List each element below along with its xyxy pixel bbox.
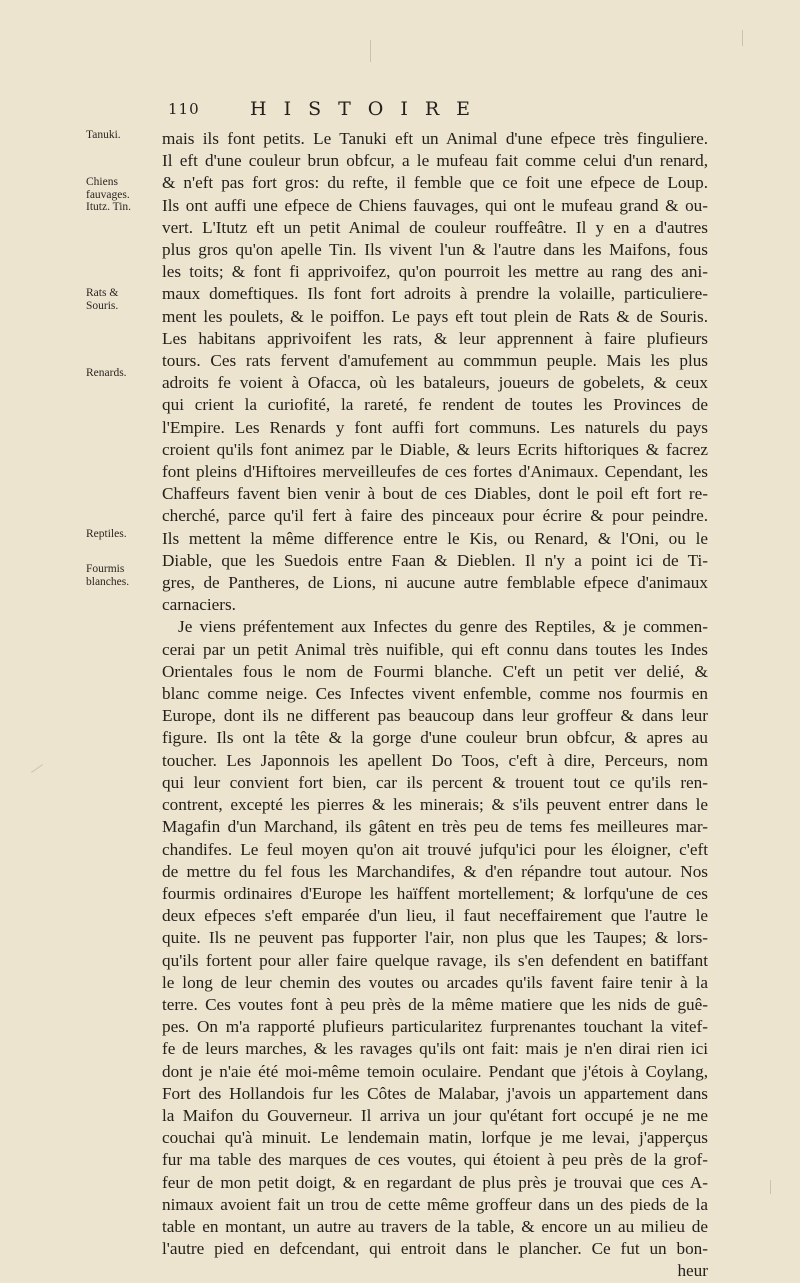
text-line: les toits; & font fi apprivoifez, qu'on pourroit les mettre au rang des ani- [162,262,708,282]
paper-mark [770,1180,771,1194]
text-line: contrent, excepté les pierres & les minerais; & s'ils peuvent entrer dans le [162,795,708,815]
text-line: Europe, dont ils ne different pas beaucoup dans leur groffeur & dans leur [162,706,708,726]
text-line: maux domeftiques. Ils font fort adroits à prendre la volaille, particuliere- [162,284,708,304]
text-line: cherché, parce qu'il fert à faire des pinceaux pour écrire & pour peindre. [162,506,708,526]
text-line: le long de leur chemin des voutes ou arcades qu'ils favent faire tenir à la [162,972,708,992]
page-header [168,98,548,122]
text-line: pes. On m'a rapporté plufieurs particularitez furprenantes touchant la vitef- [162,1017,708,1037]
text-line: tours. Ces rats fervent d'amufement au commmun peuple. Mais les plus [162,351,708,371]
text-line: blanc comme neige. Ces Infectes vivent enfemble, comme nos fourmis en [162,684,708,704]
text-line: nimaux avoient fait un trou de cette même groffeur dans un des pieds de la [162,1194,708,1214]
text-line: & n'eft pas fort gros: du refte, il femble que ce foit une efpece de Loup. [162,173,708,193]
text-line: de mettre du fel fous les Marchandifes, & d'en répandre tout autour. Nos [162,861,708,881]
text-line: l'Empire. Les Renards y font auffi fort communs. Les naturels du pays [162,417,708,437]
running-title: HISTOIRE [250,98,488,120]
text-line: mais ils font petits. Le Tanuki eft un Animal d'une efpece très finguliere. [162,129,708,148]
text-line: carnaciers. [162,595,236,615]
paragraph-mammals [162,128,708,616]
text-line: qui crient la curiofité, la rareté, fe rendent de toutes les Provinces de [162,395,708,415]
paper-mark [370,40,371,62]
text-line: adroits fe voient à Ofacca, où les bataleurs, joueurs de gobelets, & ceux [162,373,708,393]
text-line: dont je n'aie été moi-même temoin oculaire. Pendant que j'étois à Coylang, [162,1061,708,1081]
text-line: Ils mettent la même difference entre le Kis, ou Renard, & l'Oni, ou le [162,528,708,548]
text-line: gres, de Pantheres, de Lions, ni aucune autre femblable efpece d'animaux [162,573,708,593]
text-line: croient qu'ils font animez par le Diable, & leurs Ecrits hiftoriques & facrez [162,439,708,459]
paragraph-reptiles [162,616,708,1282]
paper-mark [742,30,743,46]
text-line: feur de mon petit doigt, & en regardant de plus près je trouvai que ces A- [162,1172,708,1192]
text-line: fourmis ordinaires d'Europe les haïffent mortellement; & lorfqu'une de ces [162,883,708,903]
text-line: fe de leurs marches, & les ravages qu'ils ont fait: mais je n'en dirai rien ici [162,1039,708,1059]
margin-note-fourmis-blanches: Fourmis blanches. [86,563,130,588]
text-line: chandifes. Le feul moyen qu'on ait trouvé jufqu'ici pour les éloigner, c'eft [162,839,708,859]
text-line: Je viens préfentement aux Infectes du genre des Reptiles, & je commen- [178,617,708,637]
text-line: toucher. Les Japonnois les apellent Do Toos, c'eft à dire, Perceurs, nom [162,750,708,770]
text-line: Ils ont auffi une efpece de Chiens fauvages, qui ont le mufeau grand & ou- [162,195,708,215]
text-line: Orientales fous le nom de Fourmi blanche. C'eft un petit ver delié, & [162,661,708,681]
text-line: l'autre pied en defcendant, qui entroit dans le plancher. Ce fut un bon- [162,1239,708,1259]
text-line: table en montant, un autre au travers de la table, & encore un au milieu de [162,1216,708,1236]
text-line: Diable, que les Suedois entre Faan & Dieblen. Il n'y a point ici de Ti- [162,550,708,570]
text-line: plus gros qu'on apelle Tin. Ils vivent l'un & l'autre dans les Maifons, fous [162,240,708,260]
text-line: deux efpeces s'eft emparée d'un lieu, il faut neceffairement que l'autre le [162,906,708,926]
text-line: fur ma table des marques de ces voutes, qui étoient à peu près de la grof- [162,1150,708,1170]
margin-note-reptiles: Reptiles. [86,528,127,540]
text-line: couchai qu'à minuit. Le lendemain matin, lorfque je me levai, j'apperçus [162,1128,708,1148]
text-line: quite. Ils ne peuvent pas fupporter l'air, non plus que les Taupes; & lors- [162,928,708,948]
text-line: qui leur convient fort bien, car ils percent & trouent tout ce qu'ils ren- [162,772,708,792]
text-line: Les habitans apprivoifent les rats, & leur apprennent à faire plufieurs [162,328,708,348]
margin-note-rats-souris: Rats & Souris. [86,287,119,312]
body-text [162,128,708,1283]
text-line: terre. Ces voutes font à peu près de la même matiere que les nids de guê- [162,994,708,1014]
text-line: ment les poulets, & le poiffon. Le pays eft tout plein de Rats & de Souris. [162,306,708,326]
text-line: vert. L'Itutz eft un petit Animal de couleur rouffeâtre. Il y en a d'autres [162,217,708,237]
margin-note-renards: Renards. [86,367,127,379]
text-line: qu'ils fortent pour aller faire quelque ravage, ils s'en defendent en batiffant [162,950,708,970]
page-number: 110 [168,100,200,118]
text-line: Il eft d'une couleur brun obfcur, a le mufeau fait comme celui d'un renard, [162,151,708,171]
margin-note-chiens-fauvages: Chiens fauvages. Itutz. Tin. [86,176,132,213]
margin-note-tanuki: Tanuki. [86,129,121,141]
paper-mark [31,764,43,773]
text-line: Chaffeurs favent bien venir à bout de ces Diables, dont le poil eft fort re- [162,484,708,504]
text-line: la Maifon du Gouverneur. Il arriva un jour qu'étant fort occupé je ne me [162,1105,708,1125]
catchword: heur [677,1261,708,1281]
text-line: Magafin d'un Marchand, ils gâtent en très peu de tems fes meilleures mar- [162,817,708,837]
text-line: font pleins d'Hiftoires merveilleufes de ces fortes d'Animaux. Cependant, les [162,462,708,482]
text-line: cerai par un petit Animal très nuifible, qui eft connu dans toutes les Indes [162,639,708,659]
text-line: figure. Ils ont la tête & la gorge d'une couleur brun obfcur, & apres au [162,728,708,748]
text-line: Fort des Hollandois fur les Côtes de Malabar, j'avois un appartement dans [162,1083,708,1103]
